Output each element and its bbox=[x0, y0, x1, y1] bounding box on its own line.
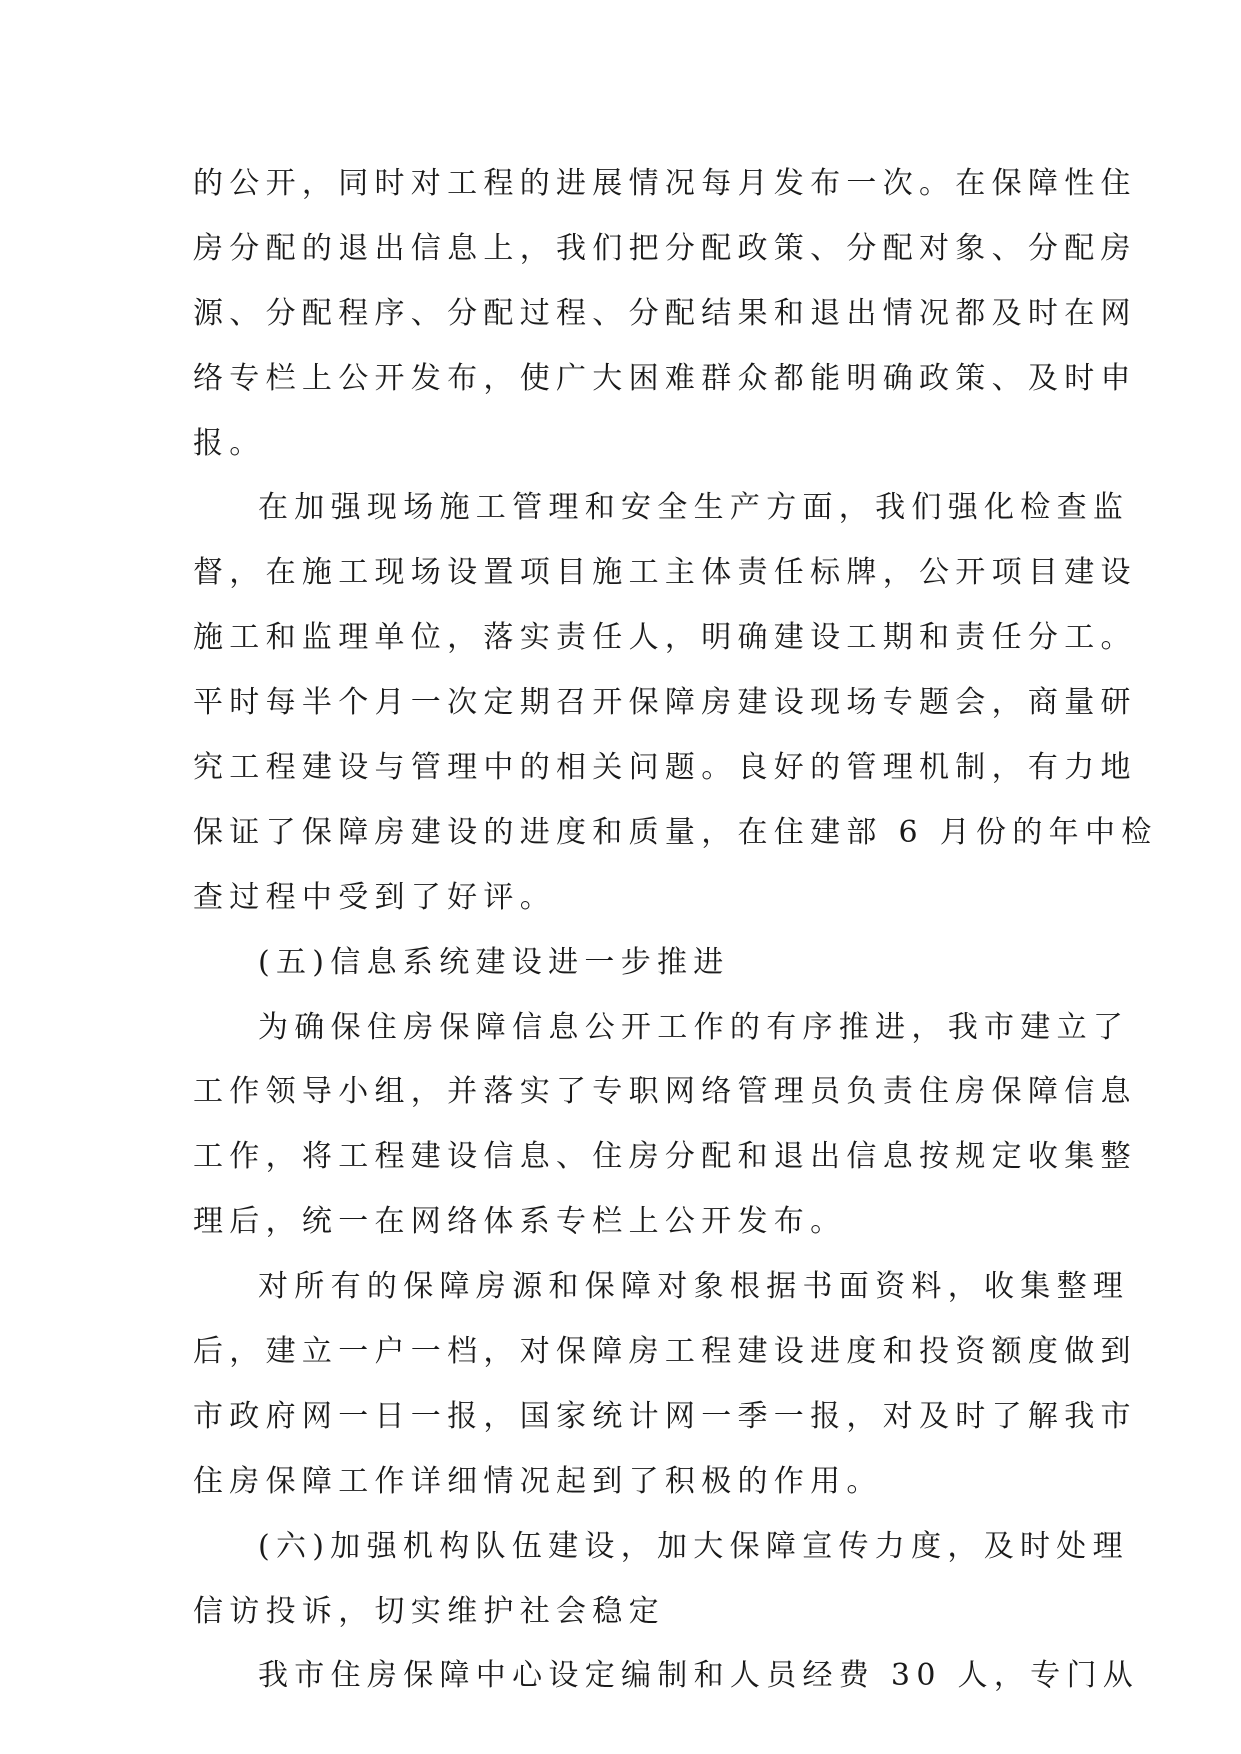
text-line: 理后，统一在网络体系专栏上公开发布。 bbox=[193, 1204, 847, 1240]
text-line: 工作，将工程建设信息、住房分配和退出信息按规定收集整 bbox=[193, 1139, 1137, 1175]
paragraph-staffing bbox=[0, 1644, 1241, 1709]
section-heading-5 bbox=[0, 931, 1241, 996]
text-line: 对所有的保障房源和保障对象根据书面资料，收集整理 bbox=[258, 1269, 1130, 1305]
text-line: 住房保障工作详细情况起到了积极的作用。 bbox=[193, 1463, 883, 1499]
text-line: 房分配的退出信息上，我们把分配政策、分配对象、分配房 bbox=[193, 230, 1137, 266]
paragraph-info-system bbox=[0, 996, 1241, 1256]
text-line: 督，在施工现场设置项目施工主体责任标牌，公开项目建设 bbox=[193, 555, 1137, 591]
text-line: 我市住房保障中心设定编制和人员经费 30 人，专门从 bbox=[258, 1658, 1140, 1694]
text-line: 在加强现场施工管理和安全生产方面，我们强化检查监 bbox=[258, 490, 1130, 526]
text-line: 究工程建设与管理中的相关问题。良好的管理机制，有力地 bbox=[193, 750, 1137, 786]
section-heading: (五)信息系统建设进一步推进 bbox=[258, 944, 730, 980]
paragraph-archives bbox=[0, 1255, 1241, 1515]
text-line: 市政府网一日一报，国家统计网一季一报，对及时了解我市 bbox=[193, 1398, 1137, 1434]
text-line: 为确保住房保障信息公开工作的有序推进，我市建立了 bbox=[258, 1009, 1130, 1045]
paragraph-site-management bbox=[0, 476, 1241, 930]
text-line: 络专栏上公开发布，使广大困难群众都能明确政策、及时申 bbox=[193, 360, 1137, 396]
text-line: 施工和监理单位，落实责任人，明确建设工期和责任分工。 bbox=[193, 620, 1137, 656]
section-heading: (六)加强机构队伍建设，加大保障宣传力度，及时处理 bbox=[258, 1528, 1129, 1564]
section-heading: 信访投诉，切实维护社会稳定 bbox=[193, 1593, 665, 1629]
text-line: 平时每半个月一次定期召开保障房建设现场专题会，商量研 bbox=[193, 685, 1137, 721]
paragraph-info-disclosure bbox=[0, 152, 1241, 476]
text-line: 工作领导小组，并落实了专职网络管理员负责住房保障信息 bbox=[193, 1074, 1137, 1110]
text-line: 后，建立一户一档，对保障房工程建设进度和投资额度做到 bbox=[193, 1334, 1137, 1370]
text-line: 查过程中受到了好评。 bbox=[193, 879, 556, 915]
text-line: 保证了保障房建设的进度和质量，在住建部 6 月份的年中检 bbox=[193, 814, 1158, 850]
text-line: 源、分配程序、分配过程、分配结果和退出情况都及时在网 bbox=[193, 295, 1137, 331]
text-line: 报。 bbox=[193, 425, 266, 461]
text-line: 的公开，同时对工程的进展情况每月发布一次。在保障性住 bbox=[193, 166, 1137, 201]
section-heading-6 bbox=[0, 1515, 1241, 1645]
document-body bbox=[0, 152, 1241, 1709]
